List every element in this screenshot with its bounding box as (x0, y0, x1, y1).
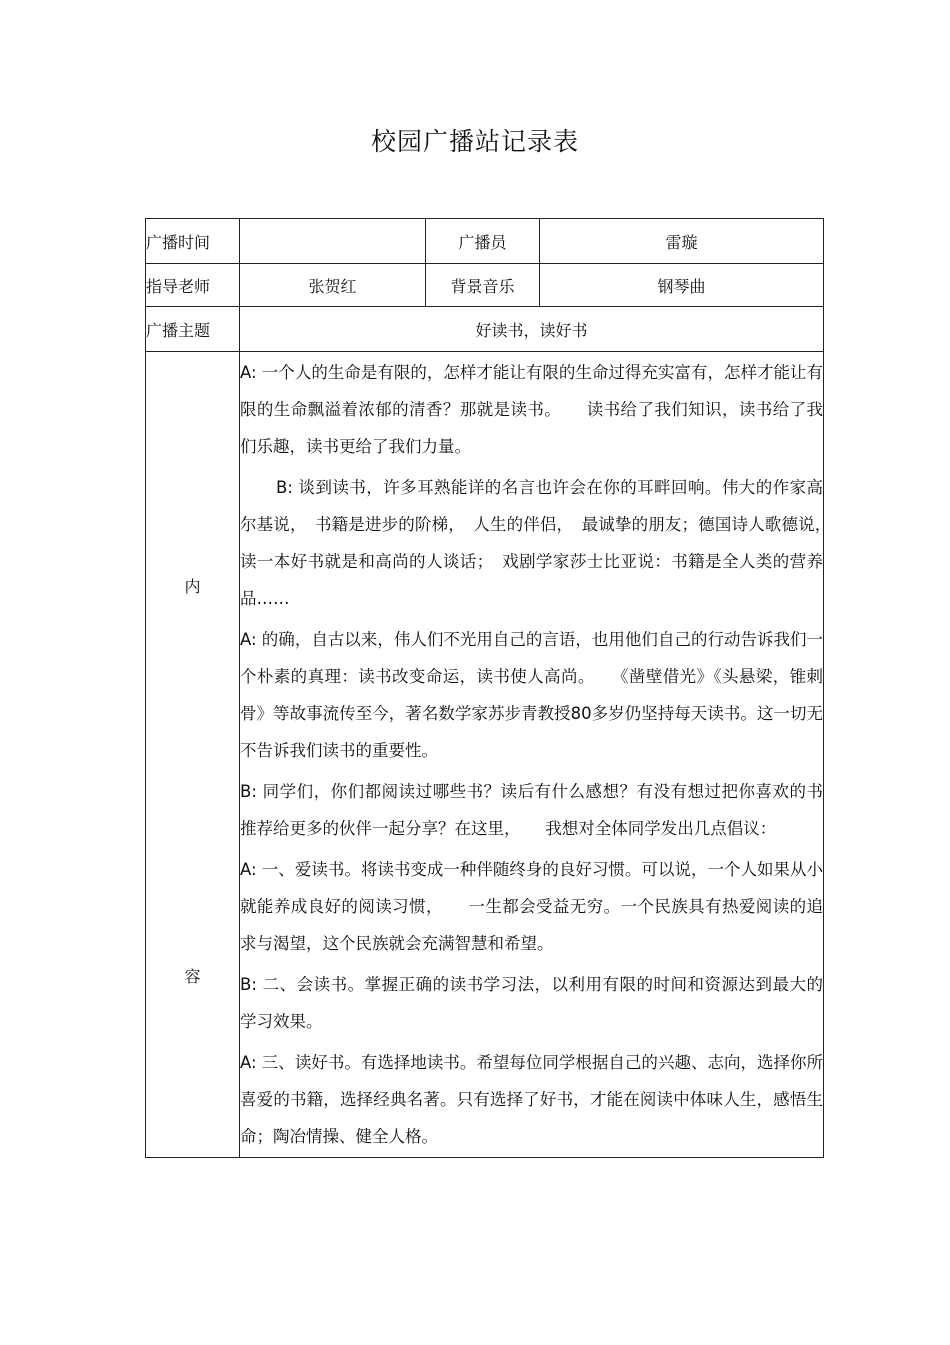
broadcast-record-table (145, 218, 840, 1158)
announcer-value: 雷璇 (540, 219, 824, 264)
content-cell (240, 352, 840, 1158)
table-row (146, 307, 824, 352)
content-paragraph: A: 的确，自古以来，伟人们不光用自己的言语，也用他们自己的行动告诉我们一个朴素的真理：读书改变命运，读书使人高尚。 《凿壁借光》《头悬梁，锥刺骨》等故事流传至今，著名数学家苏步青教授80多岁仍坚持每天读书。这一切无不告诉我们读书的重要性。 (240, 630, 823, 760)
teacher-value: 张贺红 (240, 264, 426, 307)
table-row (146, 264, 824, 307)
content-paragraph: B: 同学们，你们都阅读过哪些书？读后有什么感想？有没有想过把你喜欢的书推荐给更多的伙伴一起分享？在这里， 我想对全体同学发出几点倡议： (240, 782, 823, 838)
table-row (146, 219, 824, 264)
theme-label: 广播主题 (146, 307, 240, 352)
content-paragraph: B: 谈到读书，许多耳熟能详的名言也许会在你的耳畔回响。伟大的作家高尔基说， 书籍是进步的阶梯， 人生的伴侣， 最诚挚的朋友；德国诗人歌德说， 读一本好书就是和高尚的人谈话； 戏剧学家莎士比亚说：书籍是全人类的营养品…… (240, 478, 840, 608)
announcer-label: 广播员 (426, 219, 540, 264)
content-paragraph: A: 一、爱读书。将读书变成一种伴随终身的良好习惯。可以说，一个人如果从小就能养成良好的阅读习惯， 一生都会受益无穷。一个民族具有热爱阅读的追求与渴望，这个民族就会充满智慧和希望。 (240, 860, 823, 953)
content-label-char-2: 容 (184, 967, 201, 986)
music-value: 钢琴曲 (540, 264, 824, 307)
broadcast-time-value (240, 219, 426, 264)
content-label-char-1: 内 (184, 577, 201, 596)
content-paragraph: A: 一个人的生命是有限的，怎样才能让有限的生命过得充实富有，怎样才能让有限的生命飘溢着浓郁的清香？那就是读书。 读书给了我们知识，读书给了我们乐趣，读书更给了我们力量。 (240, 363, 823, 456)
content-paragraph: B: 二、会读书。掌握正确的读书学习法，以利用有限的时间和资源达到最大的学习效果。 (240, 975, 823, 1031)
teacher-label: 指导老师 (146, 264, 240, 307)
music-label: 背景音乐 (426, 264, 540, 307)
table-row (146, 352, 824, 1158)
broadcast-time-label: 广播时间 (146, 219, 240, 264)
content-label-cell (146, 352, 240, 1158)
page-title: 校园广播站记录表 (370, 127, 579, 156)
content-paragraph: A: 三、读好书。有选择地读书。希望每位同学根据自己的兴趣、志向，选择你所喜爱的书籍，选择经典名著。只有选择了好书，才能在阅读中体味人生，感悟生命；陶冶情操、健全人格。 (240, 1053, 823, 1146)
theme-value: 好读书，读好书 (240, 307, 824, 352)
